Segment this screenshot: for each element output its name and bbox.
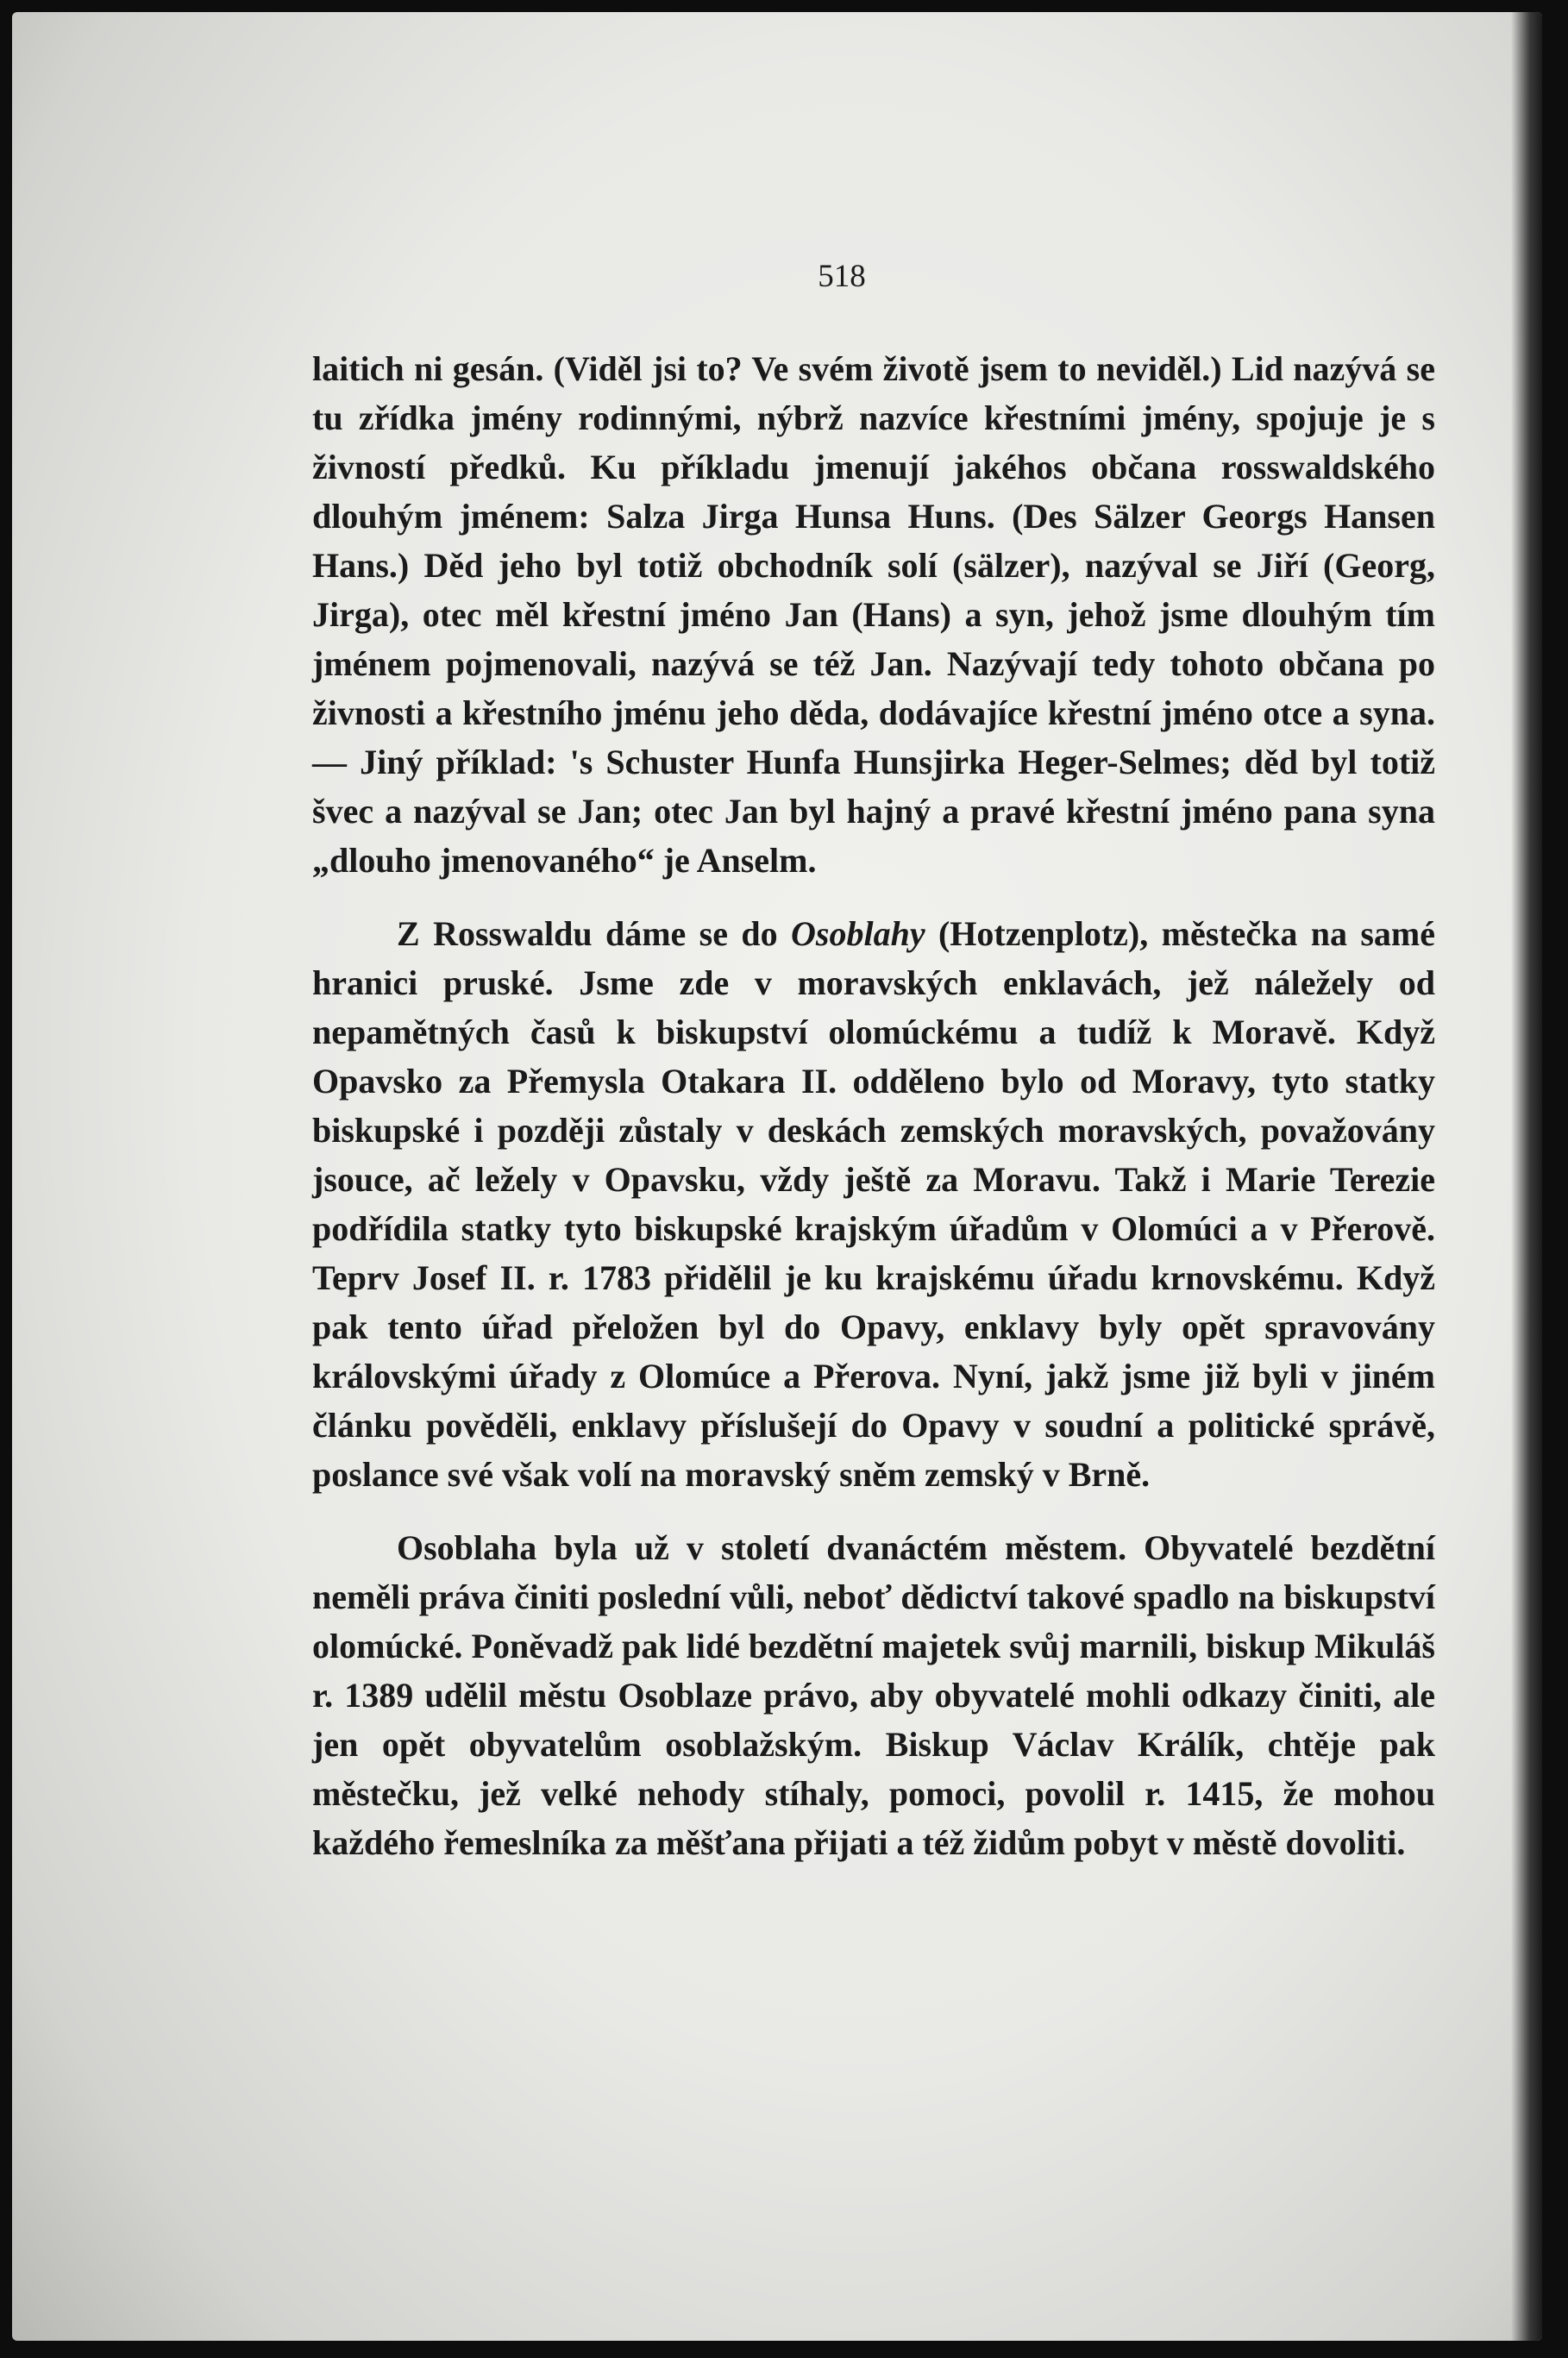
book-page <box>12 12 1542 2341</box>
paragraph-2-rest: (Hotzenplotz), městečka na samé hranici pruské. Jsme zde v moravských enklavách, jež náležely od nepamětných časů k biskupství olomúckému a tudíž k Moravě. Když Opavsko za Přemysla Otakara II. odděleno bylo od Moravy, tyto statky biskupské i později zůstaly v deskách zemských moravských, považovány jsouce, ač ležely v Opavsku, vždy ještě za Moravu. Takž i Marie Terezie podřídila statky tyto biskupské krajským úřadům v Olomúci a v Přerově. Teprv Josef II. r. 1783 přidělil je ku krajskému úřadu krnovskému. Když pak tento úřad přeložen byl do Opavy, enklavy byly opět spravovány královskými úřady z Olomúce a Přerova. Nyní, jakž jsme již byli v jiném článku pověděli, enklavy příslušejí do Opavy v soudní a politické správě, poslance své však volí na moravský sněm zemský v Brně. <box>312 914 1435 1494</box>
place-name-osoblaha: Osoblahy <box>791 914 925 953</box>
body-text <box>312 344 1435 1867</box>
paragraph-2-start: Z Rosswaldu dáme se do <box>397 914 792 953</box>
page-number: 518 <box>818 259 866 294</box>
page-edge-shadow <box>1511 12 1542 2341</box>
paragraph-1: laitich ni gesán. (Viděl jsi to? Ve svém životě jsem to neviděl.) Lid nazývá se tu zřídka jmény rodinnými, nýbrž nazvíce křestními jmény, spojuje je s živností předků. Ku příkladu jmenují jakéhos občana rosswaldského dlouhým jménem: Salza Jirga Hunsa Huns. (Des Sälzer Georgs Hansen Hans.) Děd jeho byl totiž obchodník solí (sälzer), nazýval se Jiří (Georg, Jirga), otec měl křestní jméno Jan (Hans) a syn, jehož jsme dlouhým tím jménem pojmenovali, nazývá se též Jan. Nazývají tedy tohoto občana po živnosti a křestního jménu jeho děda, dodávajíce křestní jméno otce a syna. — Jiný příklad: 's Schuster Hunfa Hunsjirka Heger-Selmes; děd byl totiž švec a nazýval se Jan; otec Jan byl hajný a pravé křestní jméno pana syna „dlouho jmenovaného“ je Anselm. <box>312 349 1435 880</box>
paragraph-3: Osoblaha byla už v století dvanáctém městem. Obyvatelé bezdětní neměli práva činiti poslední vůli, neboť dědictví takové spadlo na biskupství olomúcké. Poněvadž pak lidé bezdětní majetek svůj marnili, biskup Mikuláš r. 1389 udělil městu Osoblaze právo, aby obyvatelé mohli odkazy činiti, ale jen opět obyvatelům osoblažským. Biskup Václav Králík, chtěje pak městečku, jež velké nehody stíhaly, pomoci, povolil r. 1415, že mohou každého řemeslníka za měšťana přijati a též židům pobyt v městě dovoliti. <box>312 1528 1435 1862</box>
paragraph-2 <box>312 909 1435 1499</box>
